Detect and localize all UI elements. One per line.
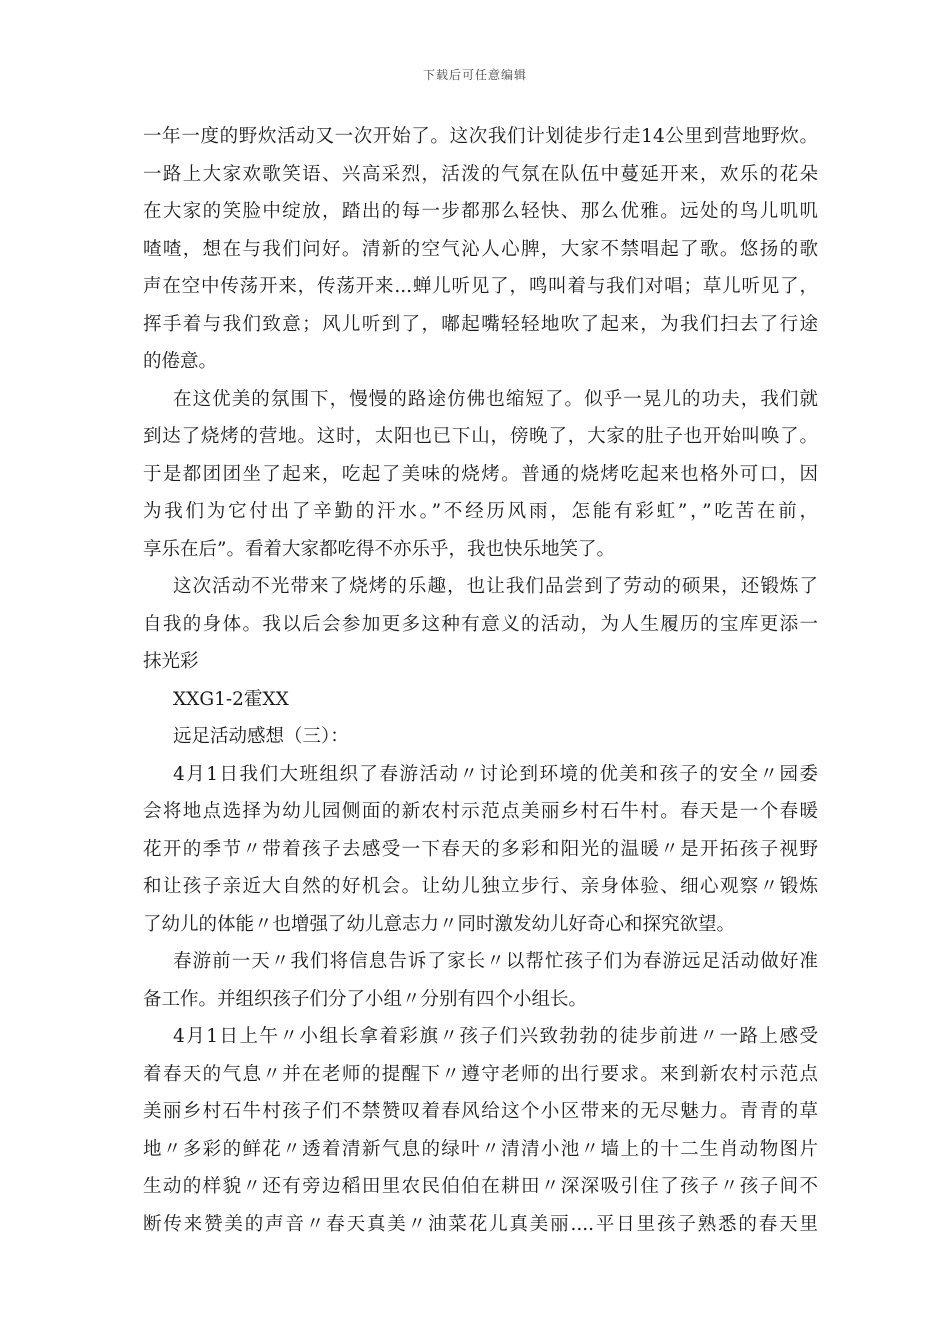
document-body [143, 118, 818, 1243]
text-line: 4月1日我们大班组织了春游活动〃讨论到环境的优美和孩子的安全〃园委 [173, 763, 818, 785]
text-line: 一路上大家欢歌笑语、兴高采烈，活泼的气氛在队伍中蔓延开来，欢乐的花朵 [143, 163, 818, 185]
text-line: 备工作。并组织孩子们分了小组〃分别有四个小组长。 [143, 988, 588, 1010]
text-line: 春游前一天〃我们将信息告诉了家长〃以帮忙孩子们为春游远足活动做好准 [173, 951, 818, 972]
text-line: 着春天的气息〃并在老师的提醒下〃遵守老师的出行要求。来到新农村示范点 [143, 1063, 818, 1085]
text-line: 断传来赞美的声音〃春天真美〃油菜花儿真美丽....平日里孩子熟悉的春天里 [143, 1213, 818, 1235]
text-line: 抹光彩 [143, 651, 199, 672]
text-line: 挥手着与我们致意；风儿听到了，嘟起嘴轻轻地吹了起来，为我们扫去了行途 [143, 313, 818, 335]
text-line: 这次活动不光带来了烧烤的乐趣，也让我们品尝到了劳动的硕果，还锻炼了 [173, 576, 818, 597]
text-line: 一年一度的野炊活动又一次开始了。这次我们计划徒步行走14公里到营地野炊。 [143, 126, 818, 147]
text-line: 为我们为它付出了辛勤的汗水。”不经历风雨，怎能有彩虹”，”吃苦在前， [143, 501, 818, 522]
text-line: 在这优美的氛围下，慢慢的路途仿佛也缩短了。似乎一晃儿的功夫，我们就 [173, 388, 818, 410]
text-line: XXG1-2霍XX [173, 688, 289, 710]
text-line: 地〃多彩的鲜花〃透着清新气息的绿叶〃清清小池〃墙上的十二生肖动物图片 [143, 1138, 818, 1160]
text-line: 和让孩子亲近大自然的好机会。让幼儿独立步行、亲身体验、细心观察〃锻炼 [143, 876, 818, 897]
text-line: 花开的季节〃带着孩子去感受一下春天的多彩和阳光的温暖〃是开拓孩子视野 [143, 838, 818, 860]
text-line: 美丽乡村石牛村孩子们不禁赞叹着春风给这个小区带来的无尽魅力。青青的草 [143, 1101, 818, 1122]
page-header-note: 下载后可任意编辑 [422, 68, 527, 82]
text-line: 于是都团团坐了起来，吃起了美味的烧烤。普通的烧烤吃起来也格外可口，因 [143, 463, 818, 485]
text-line: 在大家的笑脸中绽放，踏出的每一步都那么轻快、那么优雅。远处的鸟儿叽叽 [143, 201, 818, 222]
text-line: 享乐在后”。看着大家都吃得不亦乐乎，我也快乐地笑了。 [143, 538, 615, 560]
text-line: 的倦意。 [143, 351, 218, 372]
text-line: 生动的样貌〃还有旁边稻田里农民伯伯在耕田〃深深吸引住了孩子〃孩子间不 [143, 1176, 818, 1197]
text-line: 声在空中传荡开来，传荡开来...蝉儿听见了，鸣叫着与我们对唱；草儿听见了， [143, 276, 818, 297]
text-line: 远足活动感想（三）： [173, 726, 349, 747]
text-line: 自我的身体。我以后会参加更多这种有意义的活动，为人生履历的宝库更添一 [143, 613, 818, 635]
text-line: 喳喳，想在与我们问好。清新的空气沁人心脾，大家不禁唱起了歌。悠扬的歌 [143, 238, 818, 260]
text-line: 了幼儿的体能〃也增强了幼儿意志力〃同时激发幼儿好奇心和探究欲望。 [143, 913, 736, 935]
text-line: 会将地点选择为幼儿园侧面的新农村示范点美丽乡村石牛村。春天是一个春暖 [143, 801, 818, 822]
text-line: 到达了烧烤的营地。这时，太阳也已下山，傍晚了，大家的肚子也开始叫唤了。 [143, 426, 818, 447]
text-line: 4月1日上午〃小组长拿着彩旗〃孩子们兴致勃勃的徒步前进〃一路上感受 [173, 1026, 818, 1047]
